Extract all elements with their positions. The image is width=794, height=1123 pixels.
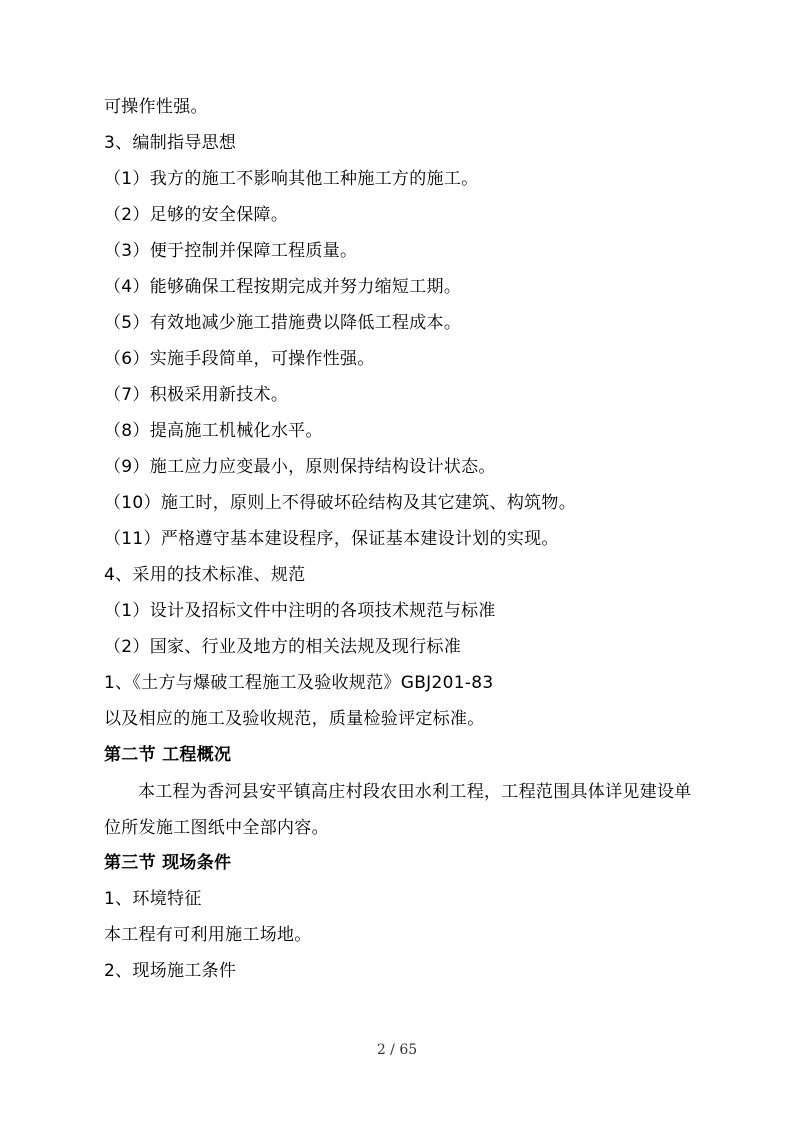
list-item: （2）国家、行业及地方的相关法规及现行标准 [104, 637, 462, 657]
list-item: （4）能够确保工程按期完成并努力缩短工期。 [104, 277, 462, 297]
list-item: （10）施工时，原则上不得破坏砼结构及其它建筑、构筑物。 [104, 493, 577, 513]
list-item: （11）严格遵守基本建设程序，保证基本建设计划的实现。 [104, 529, 559, 549]
section-paragraph [104, 774, 704, 846]
list-item: （7）积极采用新技术。 [104, 385, 289, 405]
page-number: 2 / 65 [376, 1042, 418, 1058]
subheading: 2、现场施工条件 [104, 961, 237, 981]
list-item: （1）我方的施工不影响其他工种施工方的施工。 [104, 169, 479, 189]
list-item: （1）设计及招标文件中注明的各项技术规范与标准 [104, 601, 496, 621]
subheading: 3、编制指导思想 [104, 133, 237, 153]
paragraph-text: 本工程为香河县安平镇高庄村段农田水利工程，工程范围具体详见建设单位所发施工图纸中全部内容。 [104, 782, 692, 838]
text-line: 可操作性强。 [104, 97, 208, 117]
subheading: 1、环境特征 [104, 889, 202, 909]
text-line: 本工程有可利用施工场地。 [104, 925, 312, 945]
list-item: （8）提高施工机械化水平。 [104, 421, 323, 441]
text-line: 以及相应的施工及验收规范，质量检验评定标准。 [104, 709, 485, 729]
list-item: （3）便于控制并保障工程质量。 [104, 241, 358, 261]
list-item: （2）足够的安全保障。 [104, 205, 289, 225]
list-item: （6）实施手段简单，可操作性强。 [104, 349, 375, 369]
list-item: （5）有效地减少施工措施费以降低工程成本。 [104, 313, 462, 333]
list-item: （9）施工应力应变最小，原则保持结构设计状态。 [104, 457, 496, 477]
section-title: 第三节 现场条件 [104, 853, 232, 873]
subheading: 4、采用的技术标准、规范 [104, 565, 306, 585]
section-title: 第二节 工程概况 [104, 745, 232, 765]
list-item: 1、《土方与爆破工程施工及验收规范》GBJ201-83 [104, 673, 494, 693]
